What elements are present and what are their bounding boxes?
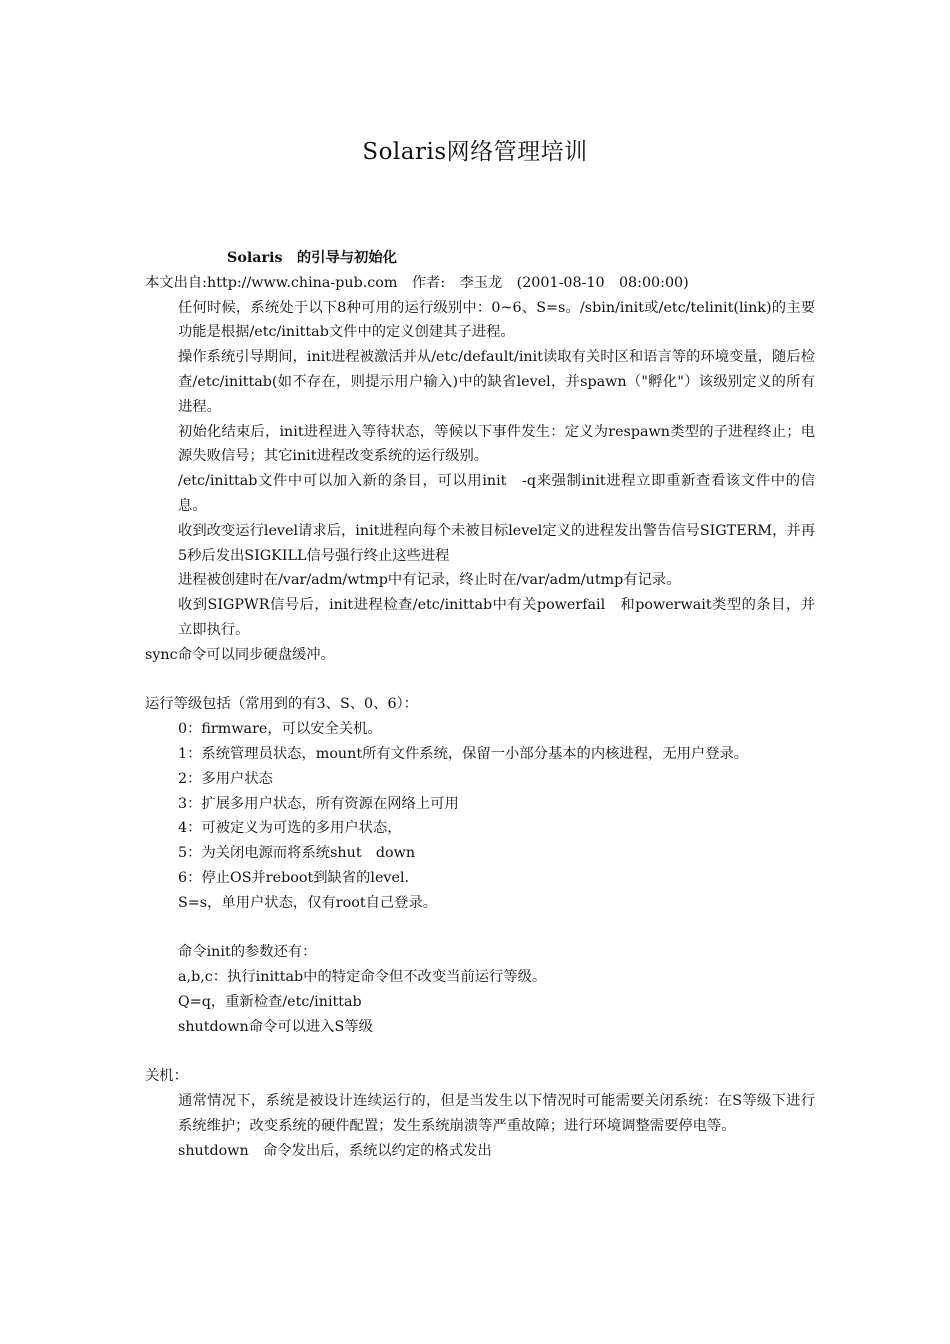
shutdown-heading: 关机：: [145, 1068, 188, 1085]
page-title: Solaris网络管理培训: [362, 139, 588, 165]
blank-line: [145, 1040, 815, 1065]
init-param-item: shutdown命令可以进入S等级: [178, 1018, 373, 1035]
init-params-heading: 命令init的参数还有：: [178, 944, 317, 961]
paragraph: 初始化结束后，init进程进入等待状态，等候以下事件发生：定义为respawn类型的子进程终止；电源失败信号；其它init进程改变系统的运行级别。: [178, 423, 815, 465]
paragraph: 操作系统引导期间，init进程被激活并从/etc/default/init读取有关时区和语言等的环境变量，随后检查/etc/inittab(如不存在，则提示用户输入)中的缺省level，并spawn（"孵化"）该级别定义的所有进程。: [178, 349, 815, 415]
init-param-item: Q=q，重新检查/etc/inittab: [178, 993, 362, 1010]
paragraph: /etc/inittab文件中可以加入新的条目，可以用init -q来强制init进程立即重新查看该文件中的信息。: [178, 473, 815, 514]
paragraph: 任何时候，系统处于以下8种可用的运行级别中：0~6、S=s。/sbin/init或/etc/telinit(link)的主要功能是根据/etc/inittab文件中的定义创建其子进程。: [178, 299, 815, 341]
source-line: 本文出自:http://www.china-pub.com 作者: 李玉龙 (2001-08-10 08:00:00): [145, 274, 689, 291]
run-level-item: 5：为关闭电源而将系统shut down: [178, 845, 416, 862]
run-level-item: 4：可被定义为可选的多用户状态，: [178, 820, 402, 837]
run-level-item: S=s，单用户状态，仅有root自己登录。: [178, 894, 438, 911]
paragraph: 收到改变运行level请求后，init进程向每个未被目标level定义的进程发出警告信号SIGTERM，并再5秒后发出SIGKILL信号强行终止这些进程: [178, 522, 815, 564]
run-level-item: 6：停止OS并reboot到缺省的level.: [178, 869, 410, 886]
run-level-item: 0：firmware，可以安全关机。: [178, 721, 382, 738]
paragraph: 收到SIGPWR信号后，init进程检查/etc/inittab中有关powerfail 和powerwait类型的条目，并立即执行。: [178, 597, 815, 638]
paragraph: shutdown 命令发出后，系统以约定的格式发出: [178, 1142, 492, 1159]
blank-line: [145, 668, 815, 693]
run-level-item: 1：系统管理员状态，mount所有文件系统，保留一小部分基本的内核进程，无用户登录。: [178, 745, 749, 762]
run-level-item: 2：多用户状态: [178, 770, 273, 787]
init-param-item: a,b,c：执行inittab中的特定命令但不改变当前运行等级。: [178, 969, 547, 986]
paragraph: 通常情况下，系统是被设计连续运行的，但是当发生以下情况时可能需要关闭系统：在S等级下进行系统维护；改变系统的硬件配置；发生系统崩溃等严重故障；进行环境调整需要停电等。: [178, 1093, 815, 1134]
blank-line: [145, 916, 815, 941]
section-subtitle: Solaris 的引导与初始化: [227, 250, 397, 266]
paragraph: 进程被创建时在/var/adm/wtmp中有记录，终止时在/var/adm/utmp有记录。: [178, 572, 681, 589]
document-body: [145, 246, 815, 1163]
run-level-item: 3：扩展多用户状态，所有资源在网络上可用: [178, 795, 459, 812]
run-levels-heading: 运行等级包括（常用到的有3、S、0、6）：: [145, 696, 418, 713]
sync-line: sync命令可以同步硬盘缓冲。: [145, 646, 335, 663]
